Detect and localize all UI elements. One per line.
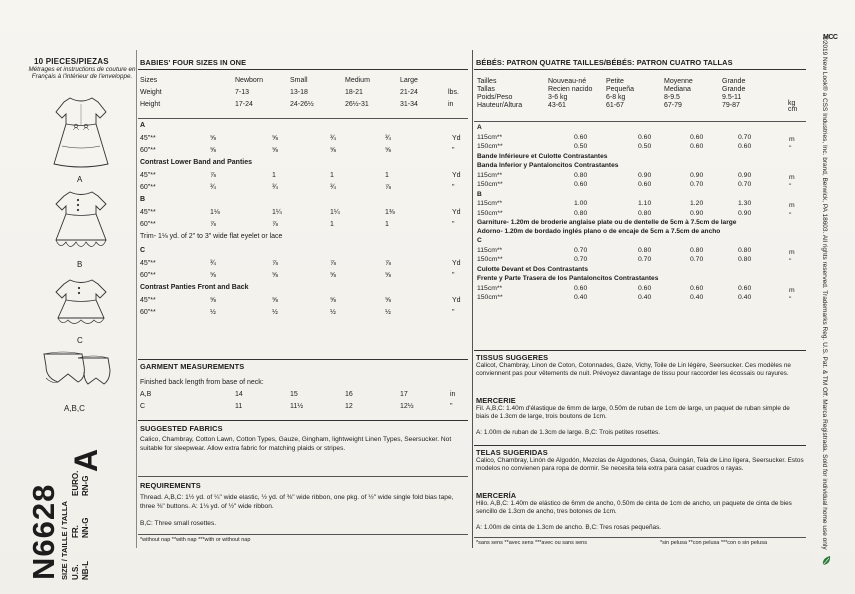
fr-metrage-cell: 0.60 <box>690 133 704 141</box>
fr-metrage-cell: 0.40 <box>690 294 704 301</box>
fr-metrage-cell: 0.60 <box>638 181 652 188</box>
leaf-icon <box>820 554 834 568</box>
yardage-cell: ⅞ <box>385 260 391 267</box>
size-cell: lbs. <box>448 89 459 96</box>
column-divider-mid <box>472 50 473 548</box>
yardage-unit: Yd <box>452 297 461 304</box>
yardage-unit: " <box>452 147 455 154</box>
yardage-cell: ¾ <box>210 184 216 191</box>
yardage-view-label: C <box>140 247 146 254</box>
fr-metrage-cell: 0.40 <box>574 294 588 301</box>
fr-metrage-cell: 0.90 <box>690 209 704 217</box>
fr-size-cell: Nouveau-né <box>548 78 587 85</box>
tissus-text: Calicot, Chambray, Linon de Coton, Cotonnades, Gaze, Vichy, Toile de Lin légère, Seersucker. Ces modèles ne conviennent pas pour vêtements de nuit. Prévoyez davantage de tissu pour raccorder les écossais ou rayures. <box>476 362 791 377</box>
size-code-euro: EURO. <box>71 470 80 496</box>
french-size-rule <box>474 121 806 122</box>
view-label-c: C <box>77 336 83 345</box>
fr-width-label: 150cm** <box>477 256 503 263</box>
fr-size-cell: 3-6 kg <box>548 94 568 101</box>
english-header: BABIES' FOUR SIZES IN ONE <box>140 58 247 67</box>
garment-cell: 14 <box>235 391 243 398</box>
english-footnote: *without nap **with nap ***with or without nap <box>140 537 251 543</box>
yardage-cell: 1⅛ <box>210 209 220 216</box>
yardage-unit: " <box>452 221 455 228</box>
pieces-title: 10 PIECES/PIEZAS <box>34 57 109 66</box>
merceria-text: Hilo. A,B,C: 1.40m de elástico de 6mm de ancho, 0.50m de cinta de 1cm de ancho, un paquete de cinta de bies sencillo de 1.3cm de ancho, tres botones de 1cm. <box>476 500 792 515</box>
fr-metrage-cell: 0.90 <box>738 209 752 217</box>
garment-cell: 17 <box>400 391 408 398</box>
fr-size-cell: Pequeña <box>606 86 635 93</box>
fr-width-label: 150cm** <box>477 294 503 301</box>
fr-metrage-cell: 0.60 <box>638 284 652 292</box>
tissus-rule <box>474 350 806 351</box>
tissus-header: TISSUS SUGGERES <box>476 353 549 362</box>
fr-width-label: 115cm** <box>477 171 503 179</box>
yardage-cell: ⅝ <box>385 272 391 279</box>
fr-metrage-unit: " <box>789 211 792 219</box>
fr-size-unit: kg <box>788 100 796 107</box>
garment-cell: 11 <box>235 403 243 410</box>
fr-metrage-unit: m <box>789 248 795 256</box>
pieces-subtitle: Métrages et instructions de couture en Français à l'intérieur de l'enveloppe. <box>28 66 136 81</box>
garment-header: GARMENT MEASUREMENTS <box>140 362 245 371</box>
copyright-text: ©2019 New Look® a CSS Industries, Inc. brand, Berwick, PA 18603. All rights reserved. Trademarks Reg. U.S. Pat. & TM Off. Marca Registrada. Sold for individual home use only <box>821 36 828 550</box>
footnote-rule <box>138 534 468 535</box>
garment-row-label: C <box>140 403 146 410</box>
mcc-logo: MCC <box>823 34 838 41</box>
fr-size-cell: 67-79 <box>664 102 682 109</box>
view-b-dress-sketch <box>48 188 114 256</box>
garment-cell: 12 <box>345 403 353 410</box>
french-footnote-right: *sin pelusa **con pelusa ***con o sin pelusa <box>660 540 768 546</box>
yardage-note: Trim- 1⅛ yd. of 2" to 3" wide flat eyelet or lace <box>140 233 283 240</box>
yardage-view-label: A <box>140 122 146 129</box>
yardage-width-label: 45"** <box>140 135 156 142</box>
fr-metrage-unit: " <box>789 183 792 190</box>
fr-size-cell: Mediana <box>664 86 691 93</box>
size-cell: Medium <box>345 77 370 84</box>
fr-metrage-unit: m <box>789 173 795 181</box>
fabrics-text: Calico, Chambray, Cotton Lawn, Cotton Types, Gauze, Gingham, lightweight Linen Types, Seersucker. Not suitable for sleepwear. Allow extra fabric for matching plaids or stripes. <box>140 436 452 452</box>
garment-unit: " <box>450 403 453 410</box>
french-header-rule <box>474 69 806 70</box>
fr-size-unit: cm <box>788 106 798 113</box>
telas-text: Calico, Chambray, Linón de Algodón, Mezclas de Algodones, Gasa, Guingán, Tela de Lino ligera, Seersucker. Estos modelos no convienen para ropa de dormir. Se necesita tela extra para casar cuadros o rayas. <box>476 457 804 472</box>
fr-metrage-cell: 0.80 <box>638 246 652 254</box>
fr-metrage-cell: 0.80 <box>738 246 752 254</box>
fr-width-label: 150cm** <box>477 143 503 150</box>
size-taille-label: SIZE / TAILLE / TALLA <box>60 501 69 580</box>
fr-size-cell: Grande <box>722 86 746 93</box>
yardage-cell: ⅝ <box>272 135 278 142</box>
yardage-width-label: 45"** <box>140 172 156 179</box>
fr-metrage-unit: " <box>789 258 792 265</box>
garment-intro: Finished back length from base of neck: <box>140 379 264 386</box>
fr-metrage-cell: 1.30 <box>738 200 752 207</box>
fr-metrage-cell: 0.60 <box>574 284 588 292</box>
panties-sketch <box>38 344 116 398</box>
fr-size-cell: 79-87 <box>722 102 740 109</box>
fr-metrage-cell: 0.70 <box>690 256 704 263</box>
fabrics-rule <box>138 420 468 421</box>
fr-size-cell: Grande <box>722 78 746 85</box>
yardage-view-label: B <box>140 196 146 203</box>
fr-size-label: Tailles <box>477 78 497 85</box>
yardage-unit: Yd <box>452 172 461 179</box>
fr-metrage-cell: 0.70 <box>738 181 752 188</box>
fr-size-cell: 61-67 <box>606 102 624 109</box>
size-row-label: Weight <box>140 89 162 96</box>
fr-metrage-cell: 0.60 <box>574 133 588 141</box>
fr-metrage-unit: " <box>789 145 792 152</box>
fr-metrage-unit: m <box>789 135 795 143</box>
fr-size-cell: 9.5-11 <box>722 94 742 101</box>
fr-size-cell: 43-61 <box>548 102 566 109</box>
size-cell: 17-24 <box>235 101 253 108</box>
yardage-unit: " <box>452 184 455 191</box>
fr-metrage-cell: 1.10 <box>638 200 652 207</box>
size-cell: in <box>448 101 454 108</box>
yardage-unit: Yd <box>452 260 461 267</box>
merceria-header: MERCERÍA <box>476 491 517 500</box>
size-cell: Large <box>400 77 418 84</box>
fr-size-cell: 8-9.5 <box>664 94 680 101</box>
telas-header: TELAS SUGERIDAS <box>476 448 548 457</box>
fr-metrage-cell: 0.60 <box>690 143 704 150</box>
fr-metrage-cell: 0.60 <box>738 143 752 150</box>
yardage-cell: ⅝ <box>272 272 278 279</box>
fr-metrage-label: Banda Inferior y Pantaloncitos Contrastantes <box>477 162 619 169</box>
fr-size-cell: 6-8 kg <box>606 94 626 101</box>
size-code-us-value: NB-L <box>81 560 90 580</box>
view-a-dress-sketch <box>48 94 114 170</box>
yardage-cell: ⅝ <box>272 297 278 304</box>
yardage-cell: ¾ <box>330 184 336 191</box>
yardage-width-label: 60"** <box>140 309 156 316</box>
yardage-cell: 1 <box>385 221 389 228</box>
yardage-cell: ⅝ <box>385 297 391 304</box>
yardage-width-label: 45"** <box>140 209 156 216</box>
size-cell: 18-21 <box>345 89 363 96</box>
yardage-cell: ⅞ <box>272 260 278 267</box>
size-range-letter: A <box>68 448 104 472</box>
garment-cell: 12½ <box>400 403 414 410</box>
size-cell: 21-24 <box>400 89 418 96</box>
yardage-unit: " <box>452 272 455 279</box>
yardage-width-label: 60"** <box>140 147 156 154</box>
fr-metrage-label: Frente y Parte Trasera de los Pantaloncitos Contrastantes <box>477 275 659 282</box>
garment-cell: 11½ <box>290 403 304 410</box>
fr-metrage-label: C <box>477 237 482 244</box>
size-cell: Newborn <box>235 77 264 84</box>
yardage-cell: 1 <box>385 172 389 179</box>
garment-row-label: A,B <box>140 391 152 398</box>
yardage-cell: 1 <box>330 172 334 179</box>
yardage-cell: ½ <box>272 309 278 316</box>
size-row-label: Sizes <box>140 77 158 84</box>
fr-metrage-cell: 0.70 <box>738 133 752 141</box>
fr-metrage-label: Bande Inférieure et Culotte Contrastantes <box>477 152 608 160</box>
yardage-cell: ⅝ <box>272 147 278 154</box>
fr-metrage-unit: " <box>789 296 792 303</box>
fr-metrage-cell: 0.60 <box>638 133 652 141</box>
fr-metrage-cell: 0.80 <box>574 171 588 179</box>
fr-metrage-cell: 0.90 <box>638 171 652 179</box>
yardage-cell: ⅝ <box>385 147 391 154</box>
yardage-cell: ⅝ <box>210 297 216 304</box>
yardage-cell: 1 <box>330 221 334 228</box>
fr-metrage-cell: 0.40 <box>738 294 752 301</box>
column-divider-left <box>136 50 137 548</box>
yardage-cell: ½ <box>385 309 391 316</box>
yardage-cell: ⅝ <box>330 297 336 304</box>
fr-metrage-label: A <box>477 124 482 131</box>
garment-cell: 15 <box>290 391 298 398</box>
fr-size-cell: Recien nacido <box>548 86 593 93</box>
fr-size-cell: Moyenne <box>664 78 693 85</box>
view-label-abc: A,B,C <box>64 404 85 413</box>
requirements-text-2: B,C: Three small rosettes. <box>140 520 217 527</box>
fr-metrage-cell: 0.60 <box>574 181 588 188</box>
fr-metrage-cell: 0.40 <box>638 294 652 301</box>
yardage-cell: 1 <box>272 172 276 179</box>
french-footnote-left: *sans sens **avec sens ***avec ou sans sens <box>476 540 587 546</box>
yardage-cell: ⅞ <box>210 172 216 179</box>
yardage-view-label: Contrast Lower Band and Panties <box>140 159 253 166</box>
fr-metrage-cell: 0.90 <box>690 171 704 179</box>
fr-metrage-label: Culotte Devant et Dos Contrastants <box>477 265 589 273</box>
yardage-width-label: 60"** <box>140 184 156 191</box>
fr-width-label: 150cm** <box>477 209 503 217</box>
fr-metrage-cell: 0.60 <box>738 284 752 292</box>
fr-metrage-cell: 0.70 <box>690 181 704 188</box>
fr-metrage-cell: 0.80 <box>690 246 704 254</box>
merceria-text-2: A: 1.00m de cinta de 1.3cm de ancho. B,C: Tres rosas pequeñas. <box>476 524 662 531</box>
fabrics-header: SUGGESTED FABRICS <box>140 424 223 433</box>
yardage-width-label: 45"** <box>140 297 156 304</box>
yardage-cell: ½ <box>330 309 336 316</box>
french-header: BÉBÉS: PATRON QUATRE TAILLES/BÉBÉS: PATRON CUATRO TALLAS <box>476 58 733 67</box>
view-label-a: A <box>77 175 83 184</box>
yardage-cell: 1¼ <box>330 209 340 216</box>
requirements-rule <box>138 476 468 477</box>
yardage-cell: ⅞ <box>330 260 336 267</box>
size-code-fr-value: NN-G <box>81 517 90 538</box>
yardage-cell: ⅝ <box>210 272 216 279</box>
fr-size-label: Poids/Peso <box>477 94 513 101</box>
fr-width-label: 115cm** <box>477 284 503 292</box>
yardage-cell: 1⅜ <box>385 209 395 216</box>
fr-metrage-cell: 0.80 <box>738 256 752 263</box>
size-cell: Small <box>290 77 308 84</box>
fr-size-cell: Petite <box>606 78 624 85</box>
yardage-cell: ¾ <box>330 135 336 142</box>
garment-unit: in <box>450 391 456 398</box>
yardage-width-label: 60"** <box>140 221 156 228</box>
size-row-label: Height <box>140 101 161 108</box>
fr-metrage-unit: m <box>789 286 795 294</box>
requirements-header: REQUIREMENTS <box>140 481 201 490</box>
fr-width-label: 115cm** <box>477 133 503 141</box>
left-column <box>0 0 135 594</box>
yardage-cell: ⅝ <box>210 135 216 142</box>
size-code-us: U.S. <box>71 564 80 580</box>
fr-metrage-cell: 0.50 <box>638 143 652 150</box>
fr-size-label: Tallas <box>477 86 495 93</box>
yardage-cell: ⅞ <box>210 221 216 228</box>
size-cell: 7-13 <box>235 89 250 96</box>
mercerie-text: Fil. A,B,C: 1.40m d'élastique de 6mm de large, 0.50m de ruban de 1cm de large, un paquet de ruban simple de biais de 1.3cm de large, trois boutons de 1cm. <box>476 405 790 420</box>
fr-metrage-cell: 0.60 <box>690 284 704 292</box>
french-footnote-rule <box>474 537 806 538</box>
style-number: N6628 <box>26 483 61 580</box>
english-header-rule <box>138 69 468 70</box>
size-code-euro-value: RN-G <box>81 475 90 496</box>
yardage-unit: Yd <box>452 135 461 142</box>
size-cell: 31-34 <box>400 101 418 108</box>
fr-metrage-note: Adorno- 1.20m de bordado inglés plano o de encaje de 5cm a 7.5cm de ancho <box>477 228 721 235</box>
fr-metrage-cell: 0.90 <box>738 171 752 179</box>
yardage-cell: ¾ <box>272 184 278 191</box>
size-code-fr: FR. <box>71 525 80 538</box>
fr-metrage-unit: m <box>789 202 795 209</box>
fr-metrage-note: Garniture- 1.20m de broderie anglaise plate ou de dentelle de 5cm à 7.5cm de large <box>477 219 737 226</box>
requirements-text: Thread. A,B,C: 1½ yd. of ¼" wide elastic, ½ yd. of ⅜" wide ribbon, one pkg. of ½" wide single fold bias tape, three ⅜" buttons. A: 1⅛ yd. of ½" wide ribbon. <box>140 494 454 510</box>
fr-metrage-cell: 0.70 <box>574 256 588 263</box>
fr-metrage-cell: 1.00 <box>574 200 588 207</box>
fr-metrage-cell: 0.80 <box>574 209 588 217</box>
fr-metrage-cell: 0.50 <box>574 143 588 150</box>
garment-cell: 16 <box>345 391 353 398</box>
yardage-cell: ⅞ <box>272 221 278 228</box>
fr-metrage-cell: 1.20 <box>690 200 704 207</box>
yardage-unit: " <box>452 309 455 316</box>
english-size-rule <box>138 118 468 119</box>
yardage-cell: ⅝ <box>210 147 216 154</box>
fr-size-label: Hauteur/Altura <box>477 102 523 109</box>
yardage-cell: ¾ <box>210 260 216 267</box>
size-cell: 13-18 <box>290 89 308 96</box>
garment-rule <box>138 359 468 360</box>
yardage-cell: ½ <box>210 309 216 316</box>
yardage-cell: ⅝ <box>330 147 336 154</box>
view-c-top-sketch <box>48 276 114 334</box>
size-block <box>26 432 136 580</box>
fr-width-label: 150cm** <box>477 181 503 188</box>
mercerie-text-2: A: 1.00m de ruban de 1.3cm de large. B,C: Trois petites rosettes. <box>476 429 661 436</box>
yardage-width-label: 60"** <box>140 272 156 279</box>
fr-metrage-cell: 0.80 <box>638 209 652 217</box>
yardage-view-label: Contrast Panties Front and Back <box>140 284 249 291</box>
yardage-cell: ¾ <box>385 135 391 142</box>
size-cell: 26½-31 <box>345 101 369 108</box>
fr-metrage-label: B <box>477 190 482 198</box>
telas-rule <box>474 445 806 446</box>
fr-width-label: 115cm** <box>477 200 503 207</box>
mercerie-header: MERCERIE <box>476 396 516 405</box>
fr-metrage-cell: 0.70 <box>638 256 652 263</box>
fr-metrage-cell: 0.70 <box>574 246 588 254</box>
fr-width-label: 115cm** <box>477 246 503 254</box>
yardage-unit: Yd <box>452 209 461 216</box>
size-cell: 24-26½ <box>290 101 314 108</box>
yardage-width-label: 45"** <box>140 260 156 267</box>
yardage-cell: ⅝ <box>330 272 336 279</box>
view-label-b: B <box>77 260 83 269</box>
yardage-cell: ⅞ <box>385 184 391 191</box>
yardage-cell: 1¼ <box>272 209 282 216</box>
